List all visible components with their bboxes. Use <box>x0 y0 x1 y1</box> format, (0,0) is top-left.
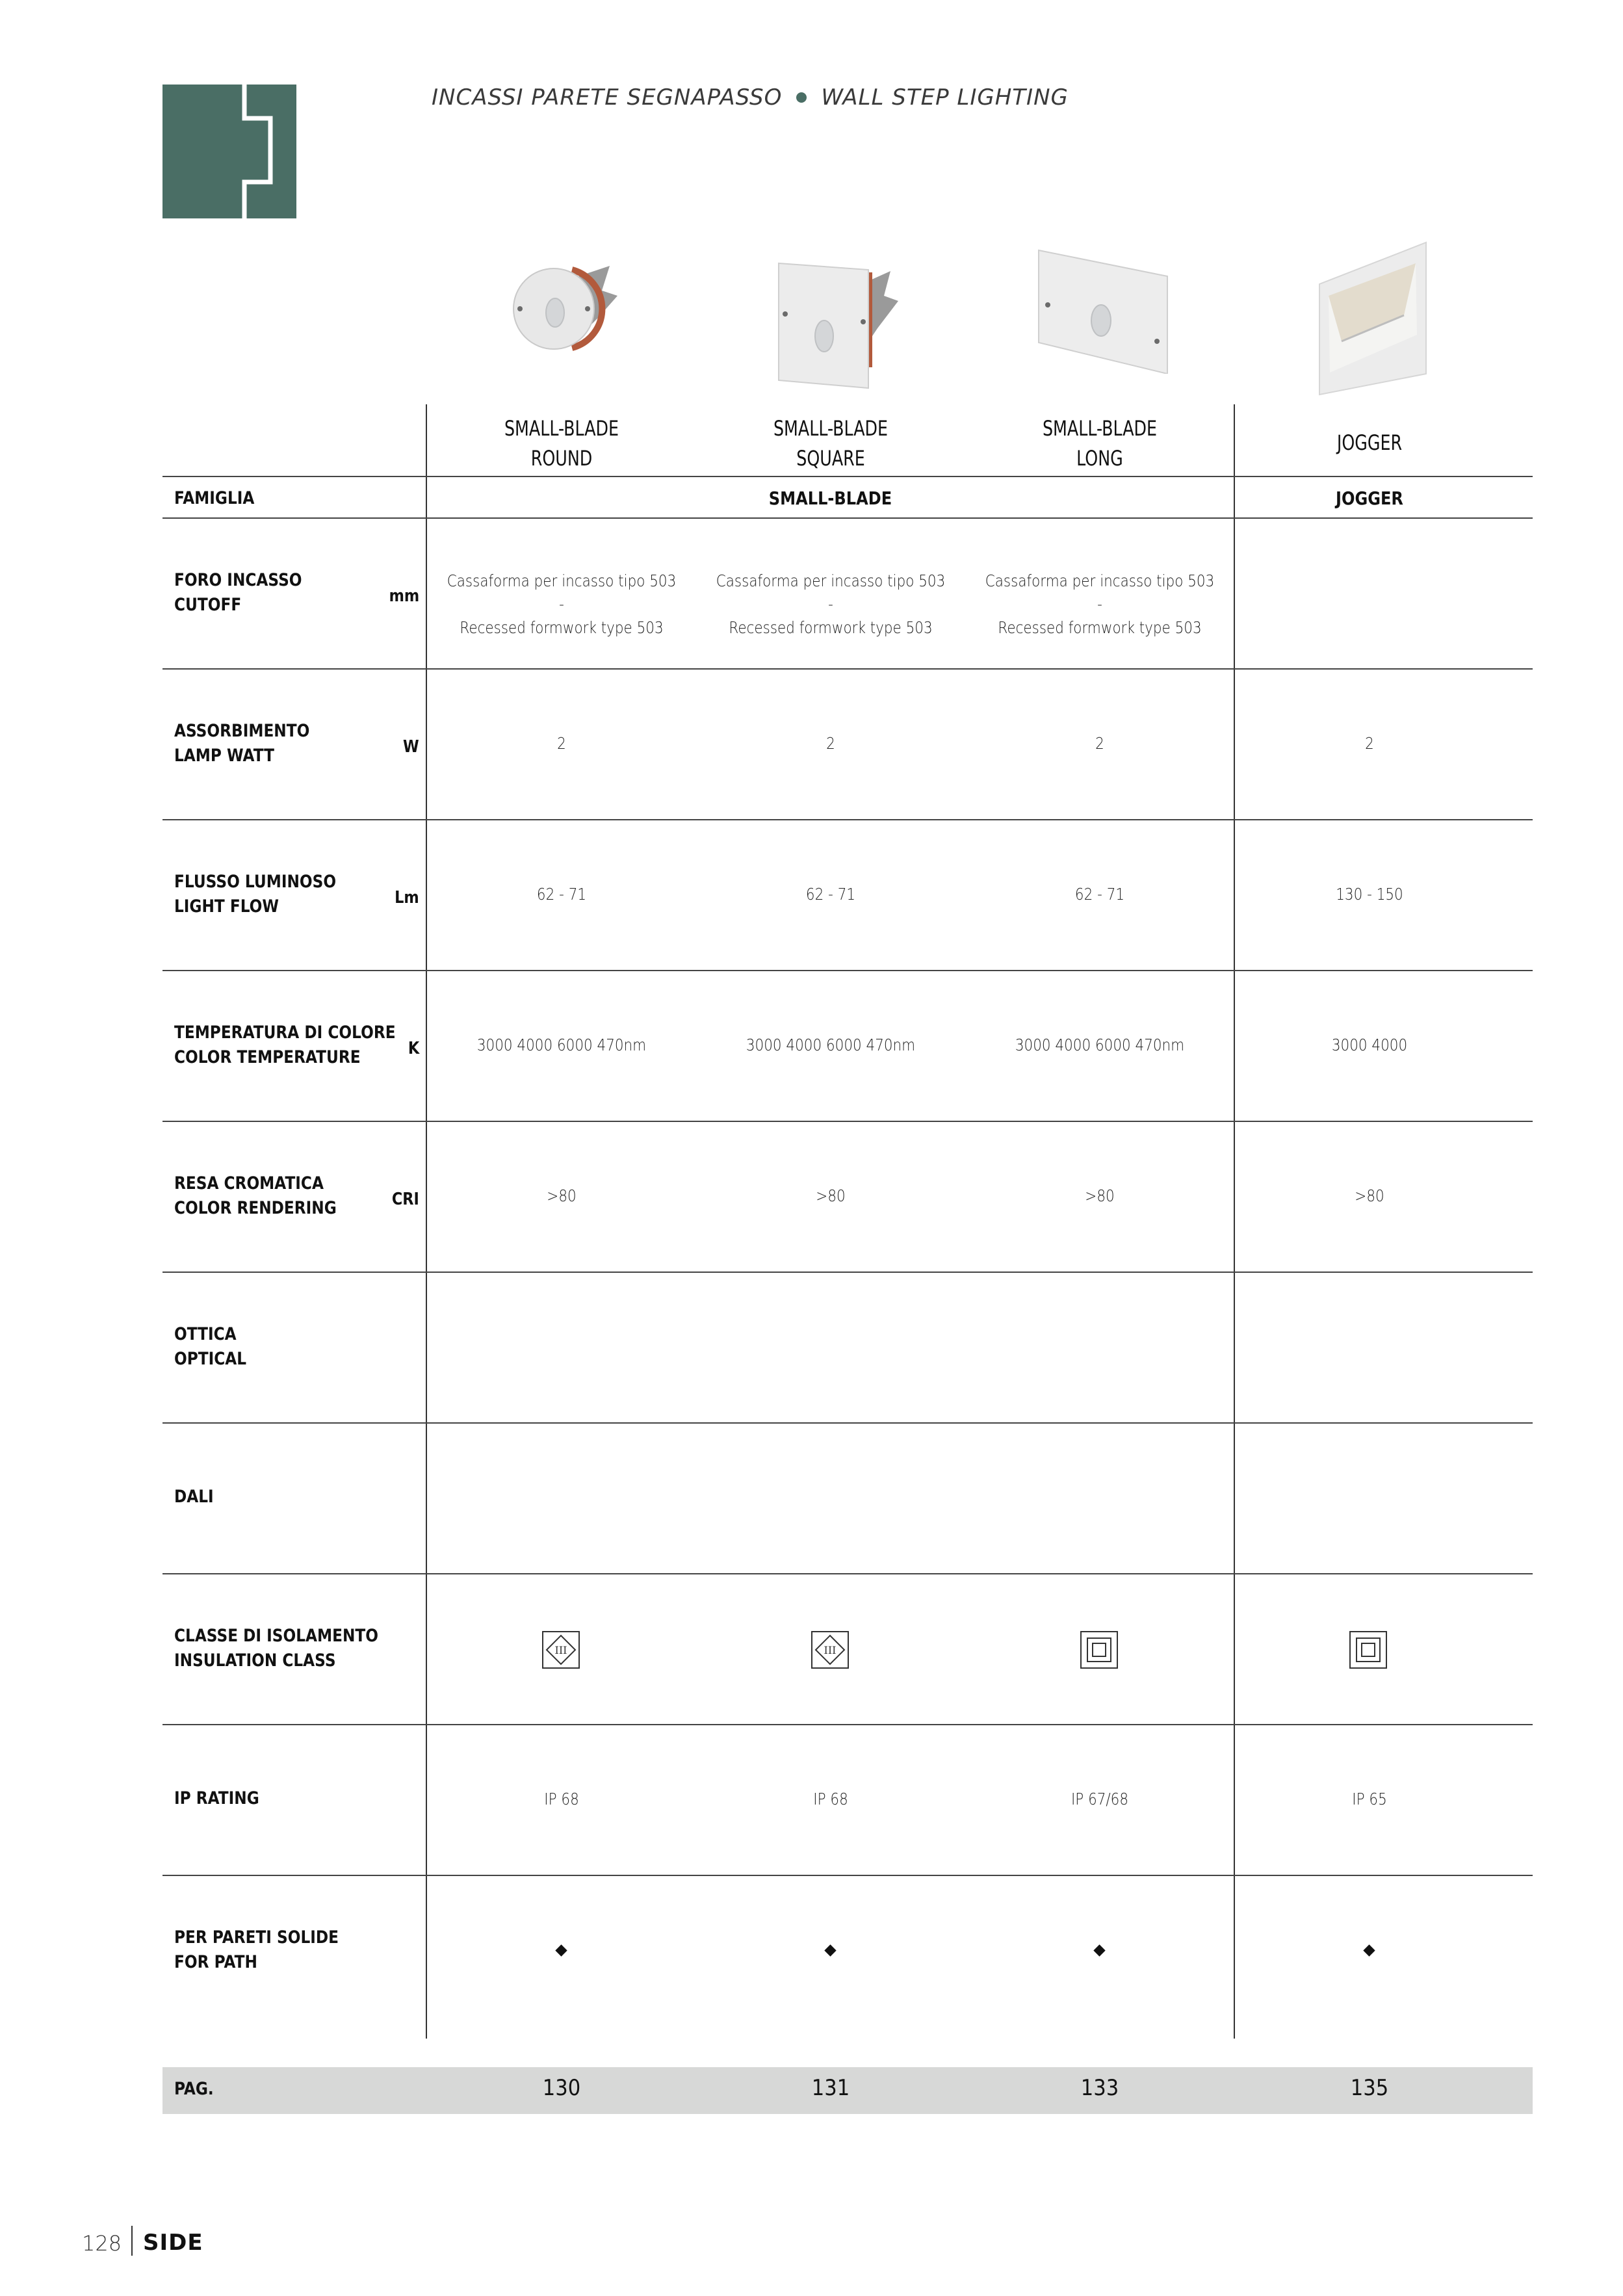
row-divider <box>162 1724 1533 1725</box>
diamond-icon <box>1363 1944 1375 1956</box>
row-label-optical <box>174 1322 246 1372</box>
section-header <box>432 85 1069 111</box>
cell-flow-square: 62 - 71 <box>805 885 856 904</box>
row-unit: mm <box>389 586 419 606</box>
column-title: SMALL-BLADE <box>1042 416 1158 441</box>
row-unit: W <box>403 737 419 757</box>
row-divider <box>162 476 1533 477</box>
cell-line: Cassaforma per incasso tipo 503 - <box>716 571 946 614</box>
row-unit: CRI <box>392 1190 419 1209</box>
row-label-italian: FLUSSO LUMINOSO <box>174 872 337 892</box>
cell-line: Cassaforma per incasso tipo 503 - <box>985 571 1215 614</box>
cell-line: Cassaforma per incasso tipo 503 - <box>447 571 677 614</box>
cell-cutoff-long <box>984 569 1215 640</box>
row-label-italian: CLASSE DI ISOLAMENTO <box>174 1626 379 1646</box>
row-label-italian: TEMPERATURA DI COLORE <box>174 1023 396 1043</box>
cell-cri-square: >80 <box>816 1186 846 1205</box>
cell-flow-long: 62 - 71 <box>1074 885 1125 904</box>
row-label-insulation-class <box>174 1624 378 1673</box>
row-label-famiglia: FAMIGLIA <box>174 488 255 508</box>
row-label-italian: OTTICA <box>174 1324 237 1344</box>
class-ii-icon <box>1349 1630 1388 1669</box>
row-label-italian: ASSORBIMENTO <box>174 721 310 741</box>
product-image-round <box>500 257 630 354</box>
row-label-light-flow <box>174 870 336 919</box>
row-divider <box>162 1875 1533 1876</box>
row-label-ip-rating: IP RATING <box>174 1788 259 1808</box>
cell-cutoff-square <box>715 569 946 640</box>
class-iii-icon <box>811 1630 850 1669</box>
cell-cri-round: >80 <box>547 1186 577 1205</box>
page-link-long[interactable]: 133 <box>1080 2075 1119 2101</box>
page-link-jogger[interactable]: 135 <box>1350 2075 1389 2101</box>
class-iii-icon <box>541 1630 580 1669</box>
cell-cutoff-round <box>446 569 677 640</box>
row-label-italian: FORO INCASSO <box>174 570 302 590</box>
row-label-italian: PER PARETI SOLIDE <box>174 1927 339 1948</box>
header-italian: INCASSI PARETE SEGNAPASSO <box>432 85 783 111</box>
table-divider-right <box>1234 404 1235 2039</box>
cell-temp-round: 3000 4000 6000 470nm <box>476 1036 647 1054</box>
column-subtitle: ROUND <box>530 446 593 471</box>
row-divider <box>162 1422 1533 1424</box>
cell-watt-jogger: 2 <box>1365 734 1374 753</box>
column-header-jogger <box>1251 428 1488 458</box>
product-image-square <box>773 257 903 393</box>
row-divider <box>162 668 1533 670</box>
cell-flow-round: 62 - 71 <box>536 885 587 904</box>
row-label-cutoff <box>174 568 302 618</box>
column-title: SMALL-BLADE <box>773 416 889 441</box>
cell-watt-round: 2 <box>557 734 566 753</box>
column-header-round <box>443 413 680 473</box>
cell-ip-jogger: IP 65 <box>1352 1790 1387 1808</box>
row-label-english: COLOR TEMPERATURE <box>174 1047 361 1067</box>
page-link-round[interactable]: 130 <box>542 2075 581 2101</box>
row-label-italian: RESA CROMATICA <box>174 1173 324 1194</box>
row-label-english: LIGHT FLOW <box>174 896 279 917</box>
row-unit: K <box>408 1039 419 1058</box>
row-label-for-path <box>174 1925 339 1975</box>
cell-line: Recessed formwork type 503 <box>998 618 1202 637</box>
roman-numeral: III <box>824 1644 837 1656</box>
class-ii-icon <box>1080 1630 1119 1669</box>
cell-line: Recessed formwork type 503 <box>729 618 933 637</box>
column-title: SMALL-BLADE <box>504 416 619 441</box>
cell-ip-round: IP 68 <box>544 1790 579 1808</box>
cell-cri-long: >80 <box>1085 1186 1115 1205</box>
product-image-long <box>1033 244 1176 374</box>
diamond-icon <box>555 1944 567 1956</box>
row-divider <box>162 517 1533 519</box>
row-divider <box>162 970 1533 971</box>
row-divider <box>162 819 1533 820</box>
footer-brand: SIDE <box>143 2230 203 2256</box>
header-english: WALL STEP LIGHTING <box>821 85 1069 111</box>
product-image-jogger <box>1306 237 1436 400</box>
page-number: 128 <box>82 2231 122 2256</box>
bullet-dot-icon <box>796 92 807 103</box>
diamond-icon <box>824 1944 836 1956</box>
row-label-color-rendering <box>174 1171 337 1221</box>
row-unit: Lm <box>395 888 419 907</box>
page-reference-label: PAG. <box>174 2079 214 2099</box>
cell-temp-long: 3000 4000 6000 470nm <box>1015 1036 1185 1054</box>
cell-ip-square: IP 68 <box>813 1790 848 1808</box>
cell-temp-square: 3000 4000 6000 470nm <box>746 1036 916 1054</box>
row-label-dali: DALI <box>174 1487 214 1507</box>
column-subtitle: SQUARE <box>796 446 865 471</box>
table-divider-left <box>426 404 427 2039</box>
famiglia-small-blade: SMALL-BLADE <box>768 488 892 509</box>
cell-watt-long: 2 <box>1095 734 1104 753</box>
page-link-square[interactable]: 131 <box>811 2075 850 2101</box>
row-label-english: FOR PATH <box>174 1952 257 1972</box>
famiglia-jogger: JOGGER <box>1336 488 1403 509</box>
diamond-icon <box>1093 1944 1105 1956</box>
row-label-english: LAMP WATT <box>174 746 274 766</box>
row-divider <box>162 1121 1533 1122</box>
footer-divider <box>131 2226 133 2256</box>
cell-line: Recessed formwork type 503 <box>460 618 664 637</box>
row-label-english: COLOR RENDERING <box>174 1198 337 1218</box>
row-label-english: OPTICAL <box>174 1349 247 1369</box>
cell-cri-jogger: >80 <box>1355 1186 1384 1205</box>
column-title: JOGGER <box>1336 430 1403 455</box>
cell-watt-square: 2 <box>826 734 835 753</box>
row-label-english: CUTOFF <box>174 595 242 615</box>
column-subtitle: LONG <box>1076 446 1123 471</box>
row-divider <box>162 1573 1533 1574</box>
roman-numeral: III <box>554 1644 567 1656</box>
cell-temp-jogger: 3000 4000 <box>1331 1036 1408 1054</box>
cell-ip-long: IP 67/68 <box>1071 1790 1129 1808</box>
cell-flow-jogger: 130 - 150 <box>1336 885 1403 904</box>
brand-logo <box>162 85 296 218</box>
column-header-long <box>981 413 1218 473</box>
row-divider <box>162 1272 1533 1273</box>
column-header-square <box>712 413 949 473</box>
row-label-color-temperature <box>174 1021 396 1070</box>
row-label-lamp-watt <box>174 719 309 768</box>
row-label-english: INSULATION CLASS <box>174 1650 336 1671</box>
